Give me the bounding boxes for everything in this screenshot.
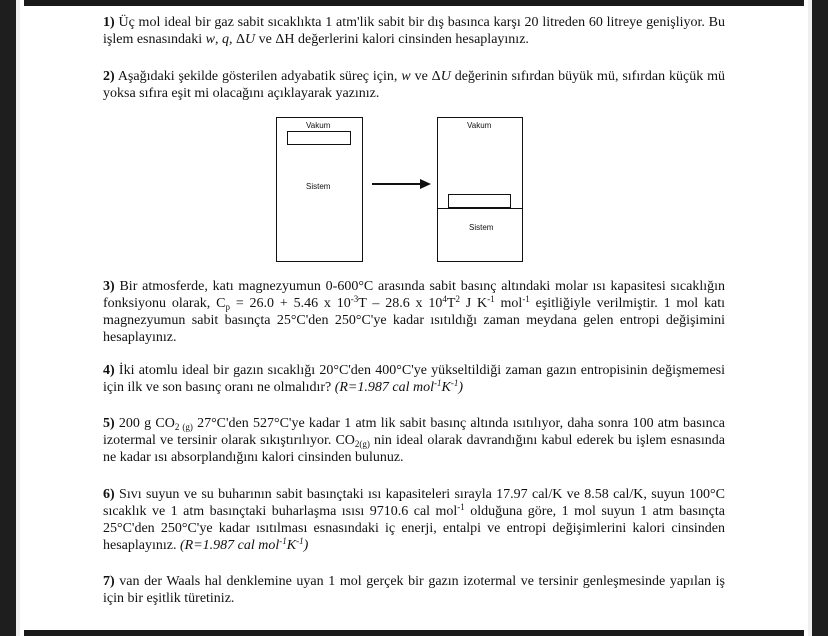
photo-border-left [0, 0, 24, 636]
left-piston [287, 131, 351, 145]
superscript: -1 [296, 536, 304, 546]
question-2-number: 2) [103, 69, 115, 84]
question-3-text-a: Bir atmosferde, katı magnezyumun 0-600°C arasında sabit basınç altındaki molar ısı kapasitesi sıcaklığın fonksiyonu olarak, C [103, 279, 725, 311]
superscript: -1 [522, 294, 530, 304]
var-q: q [222, 32, 229, 47]
right-system-label: Sistem [469, 223, 494, 232]
question-5-text-a: 200 g CO [118, 416, 175, 431]
question-5-number: 5) [103, 416, 115, 431]
question-1: 1) Üç mol ideal bir gaz sabit sıcaklıkta 1 atm'lik sabit bir dış basınca karşı 20 litreden 60 litreye genişliyor. Bu işlem esnasındaki w, q, ΔU ve ΔH değerlerini kalori cinsinden hesaplayınız. [103, 15, 725, 47]
question-3-text-c: T – 28.6 x 10 [358, 296, 443, 311]
var-dh: ΔH [275, 32, 295, 47]
superscript: -1 [457, 502, 465, 512]
question-4-number: 4) [103, 363, 115, 378]
superscript: 2 [455, 294, 460, 304]
left-vacuum-label: Vakum [306, 121, 331, 130]
superscript: -1 [279, 536, 287, 546]
gas-constant-unit: K [441, 380, 451, 395]
word-ve: ve [258, 32, 272, 47]
word-ve-delta: ve Δ [414, 69, 441, 84]
question-2-text-a: Aşağıdaki şekilde gösterilen adyabatik süreç için, [117, 69, 398, 84]
question-3 [103, 278, 725, 346]
question-6-text-a: Sıvı suyun ve su buharının sabit basınçtaki ısı kapasiteleri sırayla 17.97 cal/K ve 8.58 cal/K, suyun 100°C sıcaklık ve 1 atm basınçtaki buharlaşma ısısı 9710.6 cal mol [103, 487, 725, 519]
left-system-label: Sistem [306, 182, 331, 191]
gas-constant-text: (R=1.987 cal mol [334, 380, 434, 395]
right-container [437, 117, 523, 262]
question-1-number: 1) [103, 15, 115, 30]
right-vacuum-label: Vakum [467, 121, 492, 130]
superscript: -1 [433, 378, 442, 388]
question-7-text: van der Waals hal denklemine uyan 1 mol gerçek bir gazın izotermal ve tersinir genleşmesinde yapılan iş için bir eşitlik türetiniz. [103, 574, 725, 606]
gas-constant-text: (R=1.987 cal mol [179, 538, 280, 553]
arrow-right-icon [370, 176, 434, 192]
question-3-text-e: J K [459, 296, 488, 311]
question-6-number: 6) [103, 487, 115, 502]
question-3-number: 3) [103, 279, 115, 294]
subscript: 2(g) [354, 439, 370, 449]
question-7 [103, 573, 725, 607]
question-1-tail: değerlerini kalori cinsinden hesaplayınız. [297, 32, 529, 47]
question-3-text-d: T [446, 296, 456, 311]
var-u: U [440, 69, 451, 84]
superscript: -1 [450, 378, 459, 388]
gas-constant-close: ) [458, 380, 463, 395]
delta-symbol: Δ [236, 32, 246, 47]
superscript: -3 [350, 294, 359, 304]
question-6-text-b: olduğuna göre, 1 mol suyun 1 atm basınçta 25°C'den 250°C'ye kadar ısıtılması esnasındaki iç enerji, entalpi ve entropi değişimlerini kalori cinsinden hesaplayınız. [103, 504, 725, 553]
photo-border-right [804, 0, 828, 636]
subscript: 2 (g) [174, 422, 193, 432]
var-w: w [205, 32, 215, 47]
question-6 [103, 486, 725, 554]
right-piston [448, 194, 511, 208]
question-4 [103, 362, 725, 396]
question-7-number: 7) [103, 574, 115, 589]
var-w: w [401, 69, 411, 84]
var-u: U [245, 32, 256, 47]
question-3-text-b: = 26.0 + 5.46 x 10 [229, 296, 351, 311]
subscript-p: p [225, 302, 230, 312]
photo-border-bottom [0, 630, 828, 636]
superscript: 4 [442, 294, 447, 304]
question-4-text: İki atomlu ideal bir gazın sıcaklığı 20°C'den 400°C'ye yükseltildiği zaman gazın entropisinin değişmemesi için ilk ve son basınç oranı ne olmalıdır? [103, 363, 725, 395]
question-2-text-b: değerinin sıfırdan büyük mü, sıfırdan küçük mü yoksa sıfıra eşit mi olacağını açıklayarak yazınız. [103, 69, 726, 101]
question-5-text-b: 27°C'den 527°C'ye kadar 1 atm lik sabit basınç altında ısıtılıyor, daha sonra 100 atm basınca izotermal ve tersinir olarak sıkıştırılıyor. CO [103, 416, 726, 448]
question-3-text-f: mol [494, 296, 523, 311]
adiabatic-process-diagram [276, 114, 536, 264]
superscript: -1 [487, 294, 495, 304]
photo-border-top [0, 0, 828, 6]
gas-constant [180, 538, 308, 553]
question-2 [103, 68, 725, 102]
gas-constant-close: ) [303, 538, 309, 553]
gas-constant-unit: K [286, 538, 297, 553]
question-3-text-g: eşitliğiyle verilmiştir. 1 mol katı magnezyumun sabit basınçta 25°C'den 250°C'ye kadar ısıtıldığı zaman meydana gelen entropi değişimini hesaplayınız. [103, 296, 726, 345]
question-1-text: Üç mol ideal bir gaz sabit sıcaklıkta 1 atm'lik sabit bir dış basınca karşı 20 litreden 60 litreye genişliyor. Bu işlem esnasındaki [103, 15, 725, 47]
question-5-text-c: nin ideal olarak davrandığını kabul ederek bu işlem esnasında ne kadar ısı absorplandığını kalori cinsinden bulunuz. [103, 433, 725, 465]
right-system-boundary [437, 208, 523, 209]
question-5 [103, 415, 725, 466]
gas-constant [335, 380, 463, 395]
